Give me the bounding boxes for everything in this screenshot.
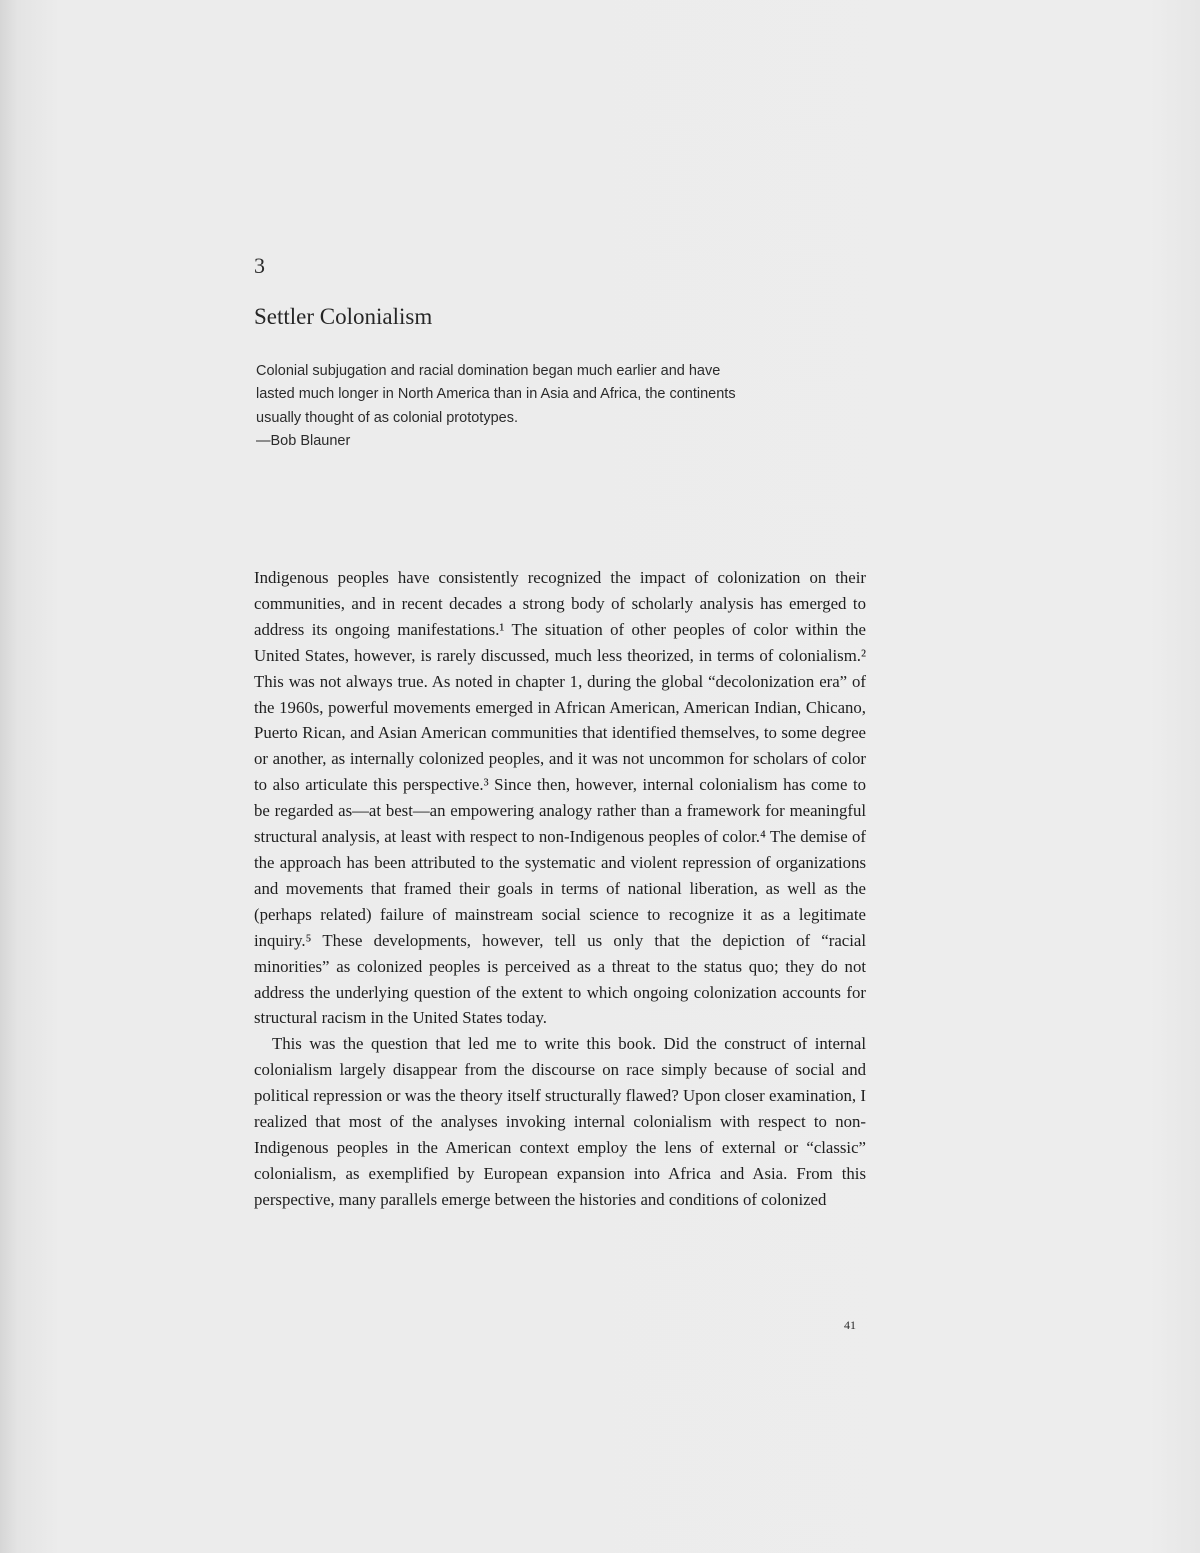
body-text bbox=[254, 565, 866, 1213]
epigraph-quote: Colonial subjugation and racial domination began much earlier and have lasted much longer in North America than in Asia and Africa, the continents usually thought of as colonial prototypes. bbox=[256, 363, 736, 426]
epigraph bbox=[256, 360, 736, 453]
body-paragraph-1: Indigenous peoples have consistently recognized the impact of colonization on their communities, and in recent decades a strong body of scholarly analysis has emerged to address its ongoing manifestations.¹ The situation of other peoples of color within the United States, however, is rarely discussed, much less theorized, in terms of colonialism.² This was not always true. As noted in chapter 1, during the global “decolonization era” of the 1960s, powerful movements emerged in African American, American Indian, Chicano, Puerto Rican, and Asian American communities that identified themselves, to some degree or another, as internally colonized peoples, and it was not uncommon for scholars of color to also articulate this perspective.³ Since then, however, internal colonialism has come to be regarded as—at best—an empowering analogy rather than a framework for meaningful structural analysis, at least with respect to non-Indigenous peoples of color.⁴ The demise of the approach has been attributed to the systematic and violent repression of organizations and movements that framed their goals in terms of national liberation, as well as the (perhaps related) failure of mainstream social science to recognize it as a legitimate inquiry.⁵ These developments, however, tell us only that the depiction of “racial minorities” as colonized peoples is perceived as a threat to the status quo; they do not address the underlying question of the extent to which ongoing colonization accounts for structural racism in the United States today. bbox=[254, 568, 866, 1028]
epigraph-attribution: —Bob Blauner bbox=[256, 432, 351, 449]
chapter-title: Settler Colonialism bbox=[254, 304, 433, 329]
chapter-number: 3 bbox=[254, 253, 265, 278]
page-number: 41 bbox=[844, 1318, 856, 1332]
body-paragraph-2: This was the question that led me to write this book. Did the construct of internal colonialism largely disappear from the discourse on race simply because of social and political repression or was the theory itself structurally flawed? Upon closer examination, I realized that most of the analyses invoking internal colonialism with respect to non-Indigenous peoples in the American context employ the lens of external or “classic” colonialism, as exemplified by European expansion into Africa and Asia. From this perspective, many parallels emerge between the histories and conditions of colonized bbox=[254, 1034, 866, 1209]
